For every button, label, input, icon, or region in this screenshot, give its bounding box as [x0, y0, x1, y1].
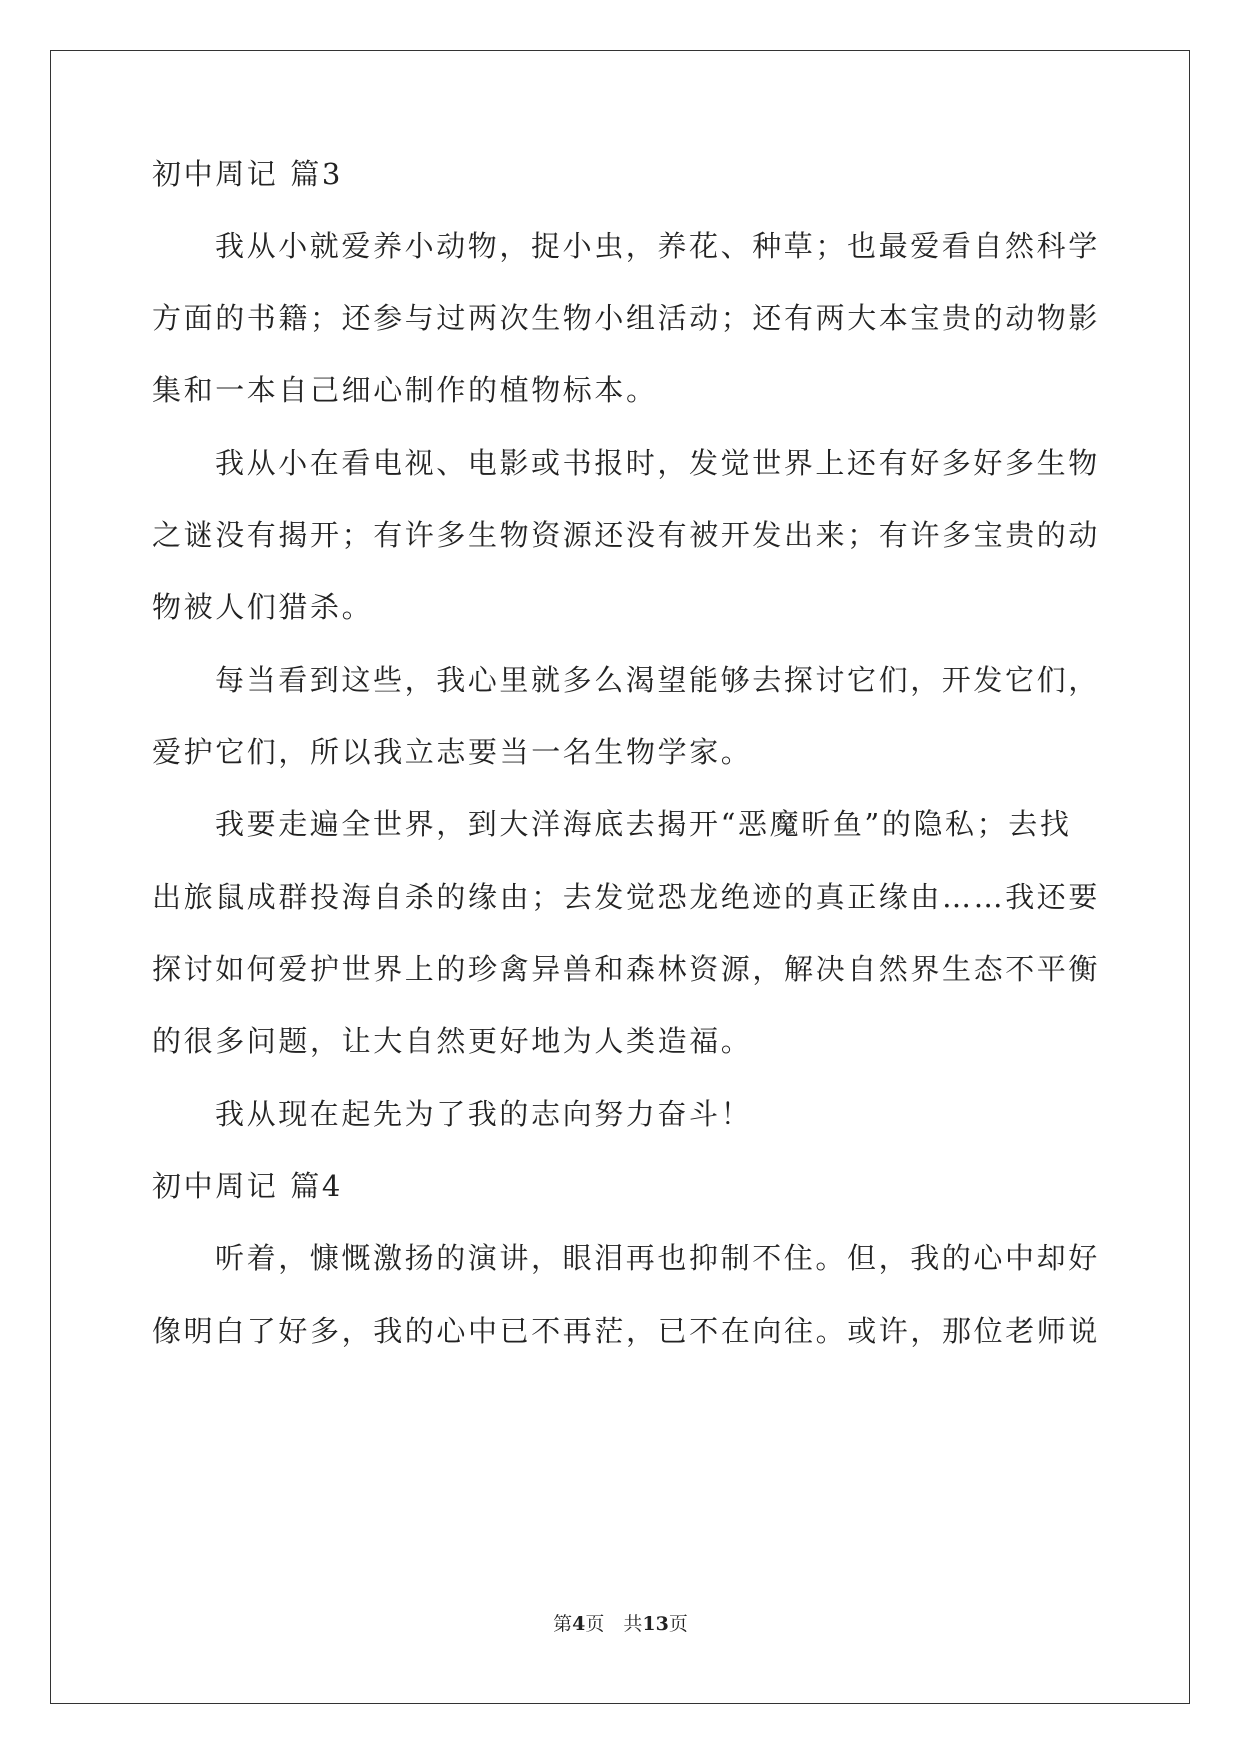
footer-suffix: 页 [668, 1613, 688, 1635]
paragraph-line: 物被人们猎杀。 [152, 590, 374, 624]
paragraph-line: 出旅鼠成群投海自杀的缘由；去发觉恐龙绝迹的真正缘由……我还要 [152, 880, 1101, 914]
paragraph-line: 之谜没有揭开；有许多生物资源还没有被开发出来；有许多宝贵的动 [152, 518, 1101, 552]
paragraph-line: 爱护它们，所以我立志要当一名生物学家。 [152, 735, 753, 769]
page-footer [0, 1612, 1241, 1636]
paragraph-line: 每当看到这些，我心里就多么渴望能够去探讨它们，开发它们， [215, 663, 1100, 697]
current-page-number: 4 [572, 1613, 586, 1635]
section-heading: 初中周记 篇3 [152, 157, 343, 191]
paragraph-line: 探讨如何爱护世界上的珍禽异兽和森林资源，解决自然界生态不平衡 [152, 952, 1101, 986]
total-page-number: 13 [642, 1613, 669, 1635]
paragraph-line: 我从小在看电视、电影或书报时，发觉世界上还有好多好多生物 [215, 446, 1100, 480]
footer-mid: 页 共 [585, 1613, 643, 1635]
paragraph-line: 方面的书籍；还参与过两次生物小组活动；还有两大本宝贵的动物影 [152, 301, 1101, 335]
paragraph-line: 的很多问题，让大自然更好地为人类造福。 [152, 1024, 753, 1058]
paragraph-line: 我要走遍全世界，到大洋海底去揭开“恶魔昕鱼”的隐私；去找 [215, 807, 1072, 841]
paragraph-line: 我从小就爱养小动物，捉小虫，养花、种草；也最爱看自然科学 [215, 229, 1100, 263]
paragraph-line: 集和一本自己细心制作的植物标本。 [152, 373, 658, 407]
paragraph-line: 我从现在起先为了我的志向努力奋斗！ [215, 1097, 753, 1131]
section-heading: 初中周记 篇4 [152, 1169, 343, 1203]
paragraph-line: 像明白了好多，我的心中已不再茫，已不在向往。或许，那位老师说 [152, 1314, 1101, 1348]
footer-prefix: 第 [553, 1613, 573, 1635]
paragraph-line: 听着，慷慨激扬的演讲，眼泪再也抑制不住。但，我的心中却好 [215, 1241, 1100, 1275]
